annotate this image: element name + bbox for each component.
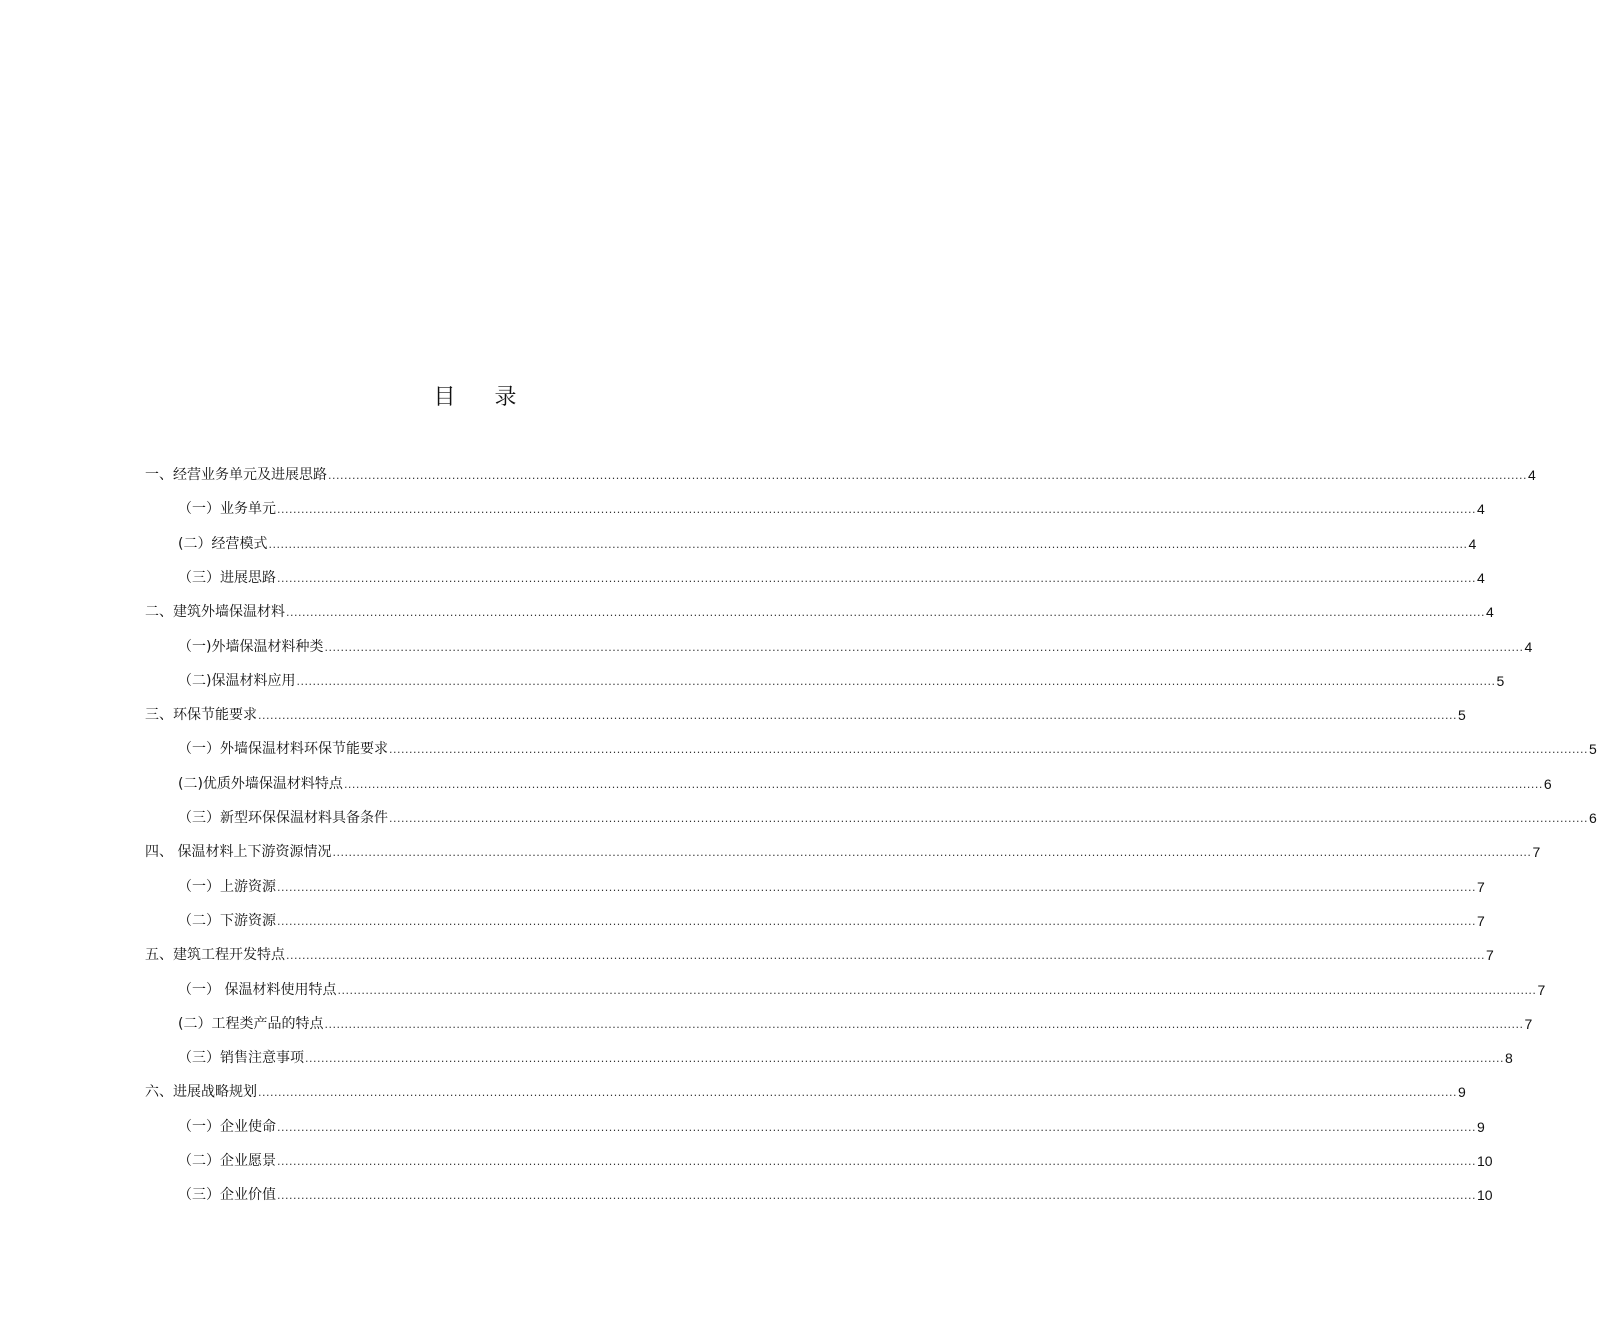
toc-entry[interactable] [178, 966, 1546, 1000]
toc-leader-dots: ............................................................................................................................................................................................................................................................................................................ [286, 606, 1485, 620]
toc-leader-dots: ............................................................................................................................................................................................................................................................................................................ [389, 743, 1588, 757]
toc-page-number: 8 [1504, 1050, 1513, 1067]
toc-entry[interactable] [178, 863, 1485, 897]
toc-page-number: 5 [1588, 741, 1597, 758]
toc-entry[interactable] [178, 1103, 1485, 1137]
toc-leader-dots: ............................................................................................................................................................................................................................................................................................................ [258, 709, 1457, 723]
toc-page-number: 7 [1485, 947, 1494, 964]
toc-leader-dots: ............................................................................................................................................................................................................................................................................................................ [277, 914, 1476, 928]
toc-leader-dots: ............................................................................................................................................................................................................................................................................................................ [277, 880, 1476, 894]
toc-entry[interactable] [178, 1034, 1513, 1068]
toc-leader-dots: ............................................................................................................................................................................................................................................................................................................ [337, 983, 1537, 997]
toc-entry-text: （一）业务单元 [178, 501, 276, 518]
toc-leader-dots: ............................................................................................................................................................................................................................................................................................................ [277, 1120, 1476, 1134]
toc-page-number: 4 [1524, 638, 1533, 655]
toc-entry[interactable] [178, 657, 1505, 691]
toc-entry-text: (二）经营模式 [178, 535, 268, 552]
toc-page-number: 7 [1537, 981, 1546, 998]
toc-entry-text: 三、环保节能要求 [145, 707, 257, 724]
toc-entry-text: 六、进展战略规划 [145, 1084, 257, 1101]
toc-entry[interactable] [178, 485, 1485, 519]
toc-leader-dots: ............................................................................................................................................................................................................................................................................................................ [286, 949, 1485, 963]
toc-entry-text: (二)优质外墙保温材料特点 [178, 775, 343, 792]
toc-leader-dots: ............................................................................................................................................................................................................................................................................................................ [389, 812, 1588, 825]
toc-entry[interactable] [178, 725, 1597, 759]
toc-page-number: 9 [1457, 1084, 1466, 1101]
toc-leader-dots: ............................................................................................................................................................................................................................................................................................................ [328, 469, 1527, 482]
toc-page-number: 7 [1532, 844, 1541, 861]
toc-page-number: 5 [1457, 707, 1466, 724]
toc-entry-text: 四、 保温材料上下游资源情况 [145, 844, 332, 861]
toc-entry[interactable] [145, 1068, 1466, 1102]
toc-entry[interactable] [178, 897, 1485, 931]
toc-entry-text: （一）企业使命 [178, 1118, 276, 1135]
toc-leader-dots: ............................................................................................................................................................................................................................................................................................................ [277, 571, 1476, 585]
toc-page-number: 4 [1468, 535, 1477, 552]
toc-page-number: 4 [1485, 604, 1494, 621]
toc-page-number: 9 [1476, 1118, 1485, 1135]
toc-entry-text: 一、经营业务单元及进展思路 [145, 467, 327, 483]
toc-entry-text: （三）新型环保保温材料具备条件 [178, 810, 388, 826]
toc-entry[interactable] [145, 931, 1494, 965]
toc-page-number: 10 [1476, 1153, 1493, 1169]
toc-entry[interactable] [145, 451, 1536, 485]
toc-entry-text: （一）上游资源 [178, 878, 276, 895]
toc-entry[interactable] [178, 1137, 1493, 1171]
toc-leader-dots: ............................................................................................................................................................................................................................................................................................................ [305, 1052, 1504, 1066]
toc-page-number: 6 [1543, 775, 1552, 792]
toc-entry-text: （一)外墙保温材料种类 [178, 638, 324, 655]
toc-leader-dots: ............................................................................................................................................................................................................................................................................................................ [268, 537, 1468, 551]
toc-entry-text: (二）工程类产品的特点 [178, 1015, 324, 1032]
toc-page-number: 10 [1476, 1187, 1493, 1204]
toc-page-number: 7 [1476, 878, 1485, 895]
toc-entry-text: （一）外墙保温材料环保节能要求 [178, 741, 388, 758]
toc-entry-text: （三）企业价值 [178, 1187, 276, 1204]
toc-leader-dots: ............................................................................................................................................................................................................................................................................................................ [343, 777, 1543, 791]
toc-entry-text: （三）进展思路 [178, 569, 276, 586]
toc-leader-dots: ............................................................................................................................................................................................................................................................................................................ [324, 1017, 1524, 1031]
toc-leader-dots: ............................................................................................................................................................................................................................................................................................................ [277, 1155, 1476, 1168]
toc-leader-dots: ............................................................................................................................................................................................................................................................................................................ [258, 1086, 1457, 1100]
toc-page-number: 6 [1588, 810, 1597, 826]
toc-entry[interactable] [178, 520, 1477, 554]
toc-entry-text: （一） 保温材料使用特点 [178, 981, 337, 998]
toc-entry-text: 五、建筑工程开发特点 [145, 947, 285, 964]
toc-page-number: 4 [1527, 467, 1536, 483]
toc-entry[interactable] [178, 623, 1533, 657]
toc-page-number: 4 [1476, 501, 1485, 518]
toc-entry[interactable] [145, 691, 1466, 725]
toc-entry[interactable] [145, 828, 1541, 862]
toc-page-number: 4 [1476, 569, 1485, 586]
toc-leader-dots: ............................................................................................................................................................................................................................................................................................................ [277, 503, 1476, 517]
toc-page-number: 5 [1496, 672, 1505, 689]
toc-entry[interactable] [178, 1000, 1533, 1034]
toc-entry[interactable] [145, 588, 1494, 622]
toc-leader-dots: ............................................................................................................................................................................................................................................................................................................ [296, 674, 1496, 688]
toc-entry[interactable] [178, 794, 1597, 828]
toc-page-number: 7 [1524, 1015, 1533, 1032]
toc-entry-text: （二）企业愿景 [178, 1153, 276, 1169]
toc-leader-dots: ............................................................................................................................................................................................................................................................................................................ [324, 640, 1524, 654]
toc-entry-text: （二）下游资源 [178, 912, 276, 929]
toc-leader-dots: ............................................................................................................................................................................................................................................................................................................ [277, 1189, 1476, 1203]
toc-entry-text: 二、建筑外墙保温材料 [145, 604, 285, 621]
toc-entry-text: （三）销售注意事项 [178, 1050, 304, 1067]
toc-entry-text: （二)保温材料应用 [178, 672, 296, 689]
toc-leader-dots: ............................................................................................................................................................................................................................................................................................................ [332, 846, 1532, 860]
toc-page-number: 7 [1476, 912, 1485, 929]
toc-title: 目 录 [433, 385, 533, 410]
toc-entry[interactable] [178, 1171, 1493, 1205]
toc-entry[interactable] [178, 760, 1552, 794]
toc-entry[interactable] [178, 554, 1485, 588]
